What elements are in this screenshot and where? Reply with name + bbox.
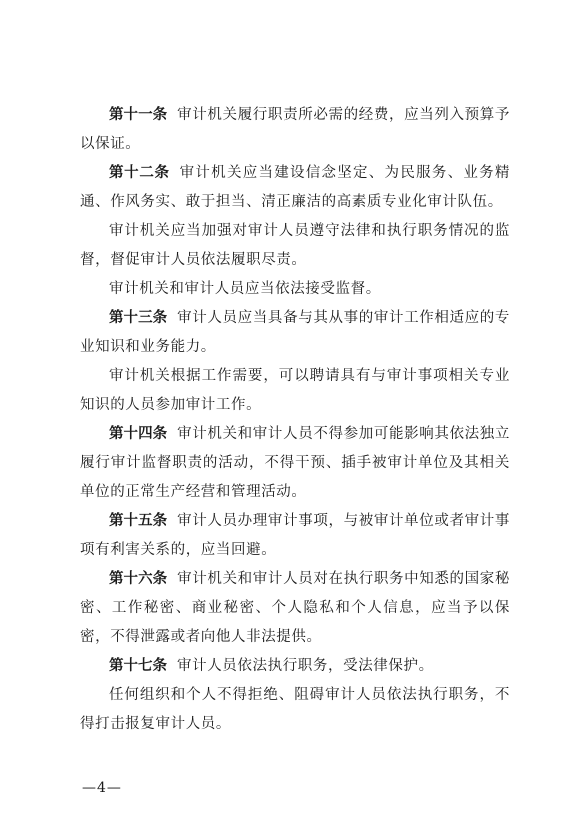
- page-number: —4—: [82, 780, 122, 796]
- article-13-paragraph: [80, 304, 510, 362]
- article-12-clause-2: [80, 217, 510, 275]
- article-11-paragraph: [80, 101, 510, 159]
- article-17-paragraph: [80, 652, 510, 681]
- article-17-clause-2: [80, 681, 510, 739]
- article-number: 第十二条: [109, 165, 170, 181]
- article-text: 审计机关和审计人员对在执行职务中知悉的国家秘密、工作秘密、商业秘密、个人隐私和个人信息，应当予以保密，不得泄露或者向他人非法提供。: [80, 571, 511, 645]
- article-12-clause-3: [80, 275, 510, 304]
- clause-text: 任何组织和个人不得拒绝、阻碍审计人员依法执行职务，不得打击报复审计人员。: [80, 687, 510, 732]
- article-14-paragraph: [80, 420, 510, 507]
- article-text: 审计机关和审计人员不得参加可能影响其依法独立履行审计监督职责的活动，不得干预、插手被审计单位及其相关单位的正常生产经营和管理活动。: [80, 426, 511, 500]
- article-number: 第十七条: [109, 658, 167, 674]
- clause-text: 审计机关根据工作需要，可以聘请具有与审计事项相关专业知识的人员参加审计工作。: [80, 368, 510, 413]
- article-16-paragraph: [80, 565, 510, 652]
- clause-text: 审计机关和审计人员应当依法接受监督。: [109, 281, 381, 297]
- document-body: [80, 101, 510, 739]
- article-text: 审计人员应当具备与其从事的审计工作相适应的专业知识和业务能力。: [80, 310, 511, 355]
- article-text: 审计人员依法执行职务，受法律保护。: [177, 658, 434, 674]
- article-number: 第十六条: [109, 571, 168, 587]
- article-15-paragraph: [80, 507, 510, 565]
- article-number: 第十一条: [109, 107, 168, 123]
- article-text: 审计人员办理审计事项，与被审计单位或者审计事项有利害关系的，应当回避。: [80, 513, 511, 558]
- article-12-paragraph: [80, 159, 510, 217]
- article-number: 第十三条: [109, 310, 168, 326]
- article-13-clause-2: [80, 362, 510, 420]
- clause-text: 审计机关应当加强对审计人员遵守法律和执行职务情况的监督，督促审计人员依法履职尽责。: [80, 223, 510, 268]
- article-number: 第十四条: [109, 426, 168, 442]
- article-text: 审计机关履行职责所必需的经费，应当列入预算予以保证。: [80, 107, 511, 152]
- article-number: 第十五条: [109, 513, 168, 529]
- article-text: 审计机关应当建设信念坚定、为民服务、业务精通、作风务实、敢于担当、清正廉洁的高素质专业化审计队伍。: [80, 165, 510, 210]
